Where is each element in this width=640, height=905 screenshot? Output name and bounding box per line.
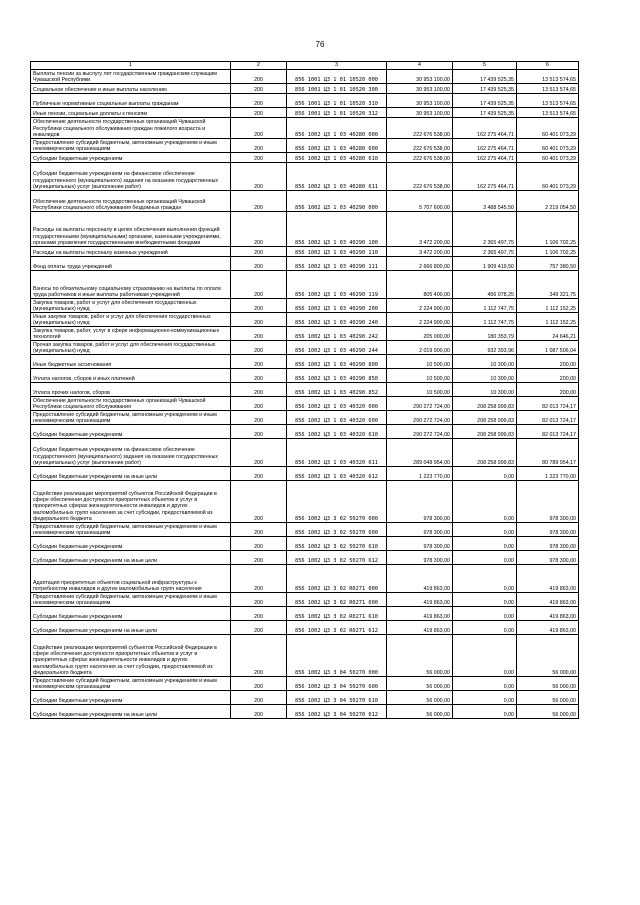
row-code-cell: 200 — [231, 397, 287, 411]
row-approved-cell: 222 676 538,00 — [387, 139, 453, 153]
row-code-cell: 200 — [231, 705, 287, 719]
row-name-cell: Расходы на выплаты персоналу в целях обеспечения выполнения функций государственными (муниципальными) органами, казенными учреждениями, органами управления государственными внебюджетными фондами — [31, 212, 231, 247]
column-number-row — [31, 62, 579, 70]
table-row — [31, 191, 579, 212]
row-executed-cell: 208 258 999,83 — [453, 397, 517, 411]
row-code-cell: 200 — [231, 635, 287, 677]
row-code-cell: 200 — [231, 537, 287, 551]
row-classification-cell: 856 1001 Ц3 1 01 10520 310 — [287, 94, 387, 108]
row-code-cell: 200 — [231, 327, 287, 341]
row-approved-cell: 2 224 900,00 — [387, 313, 453, 327]
row-executed-cell: 208 258 999,83 — [453, 439, 517, 467]
row-classification-cell: 856 1002 Ц3 3 04 50270 000 — [287, 635, 387, 677]
row-approved-cell: 10 500,00 — [387, 355, 453, 369]
row-executed-cell: 0,00 — [453, 565, 517, 593]
row-remaining-cell: 82 013 724,17 — [517, 425, 579, 439]
row-remaining-cell: 978 300,00 — [517, 551, 579, 565]
row-approved-cell: 978 300,00 — [387, 537, 453, 551]
column-number: 4 — [387, 62, 453, 70]
row-name-cell: Субсидии бюджетным учреждениям на иные цели — [31, 467, 231, 481]
row-executed-cell: 0,00 — [453, 607, 517, 621]
table-row — [31, 341, 579, 355]
row-approved-cell: 10 500,00 — [387, 369, 453, 383]
row-remaining-cell: 419 863,00 — [517, 621, 579, 635]
row-code-cell: 200 — [231, 691, 287, 705]
row-classification-cell: 856 1002 Ц3 3 02 R0271 612 — [287, 621, 387, 635]
row-code-cell: 200 — [231, 369, 287, 383]
row-remaining-cell: 13 513 574,65 — [517, 70, 579, 84]
row-code-cell: 200 — [231, 299, 287, 313]
row-classification-cell: 856 1002 Ц3 1 03 40280 600 — [287, 139, 387, 153]
row-classification-cell: 856 1002 Ц3 1 03 40290 244 — [287, 341, 387, 355]
row-classification-cell: 856 1002 Ц3 1 03 40320 000 — [287, 397, 387, 411]
table-row — [31, 212, 579, 247]
row-remaining-cell: 80 789 954,17 — [517, 439, 579, 467]
row-name-cell: Субсидии бюджетным учреждениям на иные цели — [31, 551, 231, 565]
row-code-cell: 200 — [231, 163, 287, 191]
row-remaining-cell: 56 000,00 — [517, 691, 579, 705]
row-remaining-cell: 978 300,00 — [517, 537, 579, 551]
row-executed-cell: 932 393,96 — [453, 341, 517, 355]
row-classification-cell: 856 1002 Ц3 1 03 40290 240 — [287, 313, 387, 327]
row-name-cell: Уплата налогов, сборов и иных платежей — [31, 369, 231, 383]
row-remaining-cell: 2 219 054,50 — [517, 191, 579, 212]
row-approved-cell: 222 676 538,00 — [387, 118, 453, 139]
row-classification-cell: 856 1002 Ц3 3 04 50270 612 — [287, 705, 387, 719]
row-name-cell: Субсидии бюджетным учреждениям — [31, 153, 231, 163]
row-remaining-cell: 60 401 073,29 — [517, 153, 579, 163]
row-classification-cell: 856 1001 Ц3 1 01 10520 312 — [287, 108, 387, 118]
row-executed-cell: 0,00 — [453, 621, 517, 635]
row-classification-cell: 856 1002 Ц3 3 04 50270 610 — [287, 691, 387, 705]
row-classification-cell: 856 1002 Ц3 1 03 40290 800 — [287, 355, 387, 369]
row-classification-cell: 856 1002 Ц3 1 03 40290 000 — [287, 191, 387, 212]
row-executed-cell: 0,00 — [453, 481, 517, 523]
row-remaining-cell: 200,00 — [517, 369, 579, 383]
table-row — [31, 84, 579, 94]
row-classification-cell: 856 1002 Ц3 1 03 40290 242 — [287, 327, 387, 341]
row-approved-cell: 56 000,00 — [387, 705, 453, 719]
row-classification-cell: 856 1002 Ц3 3 02 R0271 000 — [287, 565, 387, 593]
row-classification-cell: 856 1002 Ц3 3 02 50270 600 — [287, 523, 387, 537]
row-approved-cell: 10 500,00 — [387, 383, 453, 397]
row-executed-cell: 10 300,00 — [453, 369, 517, 383]
budget-table-body — [31, 62, 579, 719]
row-name-cell: Обеспечение деятельности государственных организаций Чувашской Республики социального обслуживания граждан пожилого возраста и инвалидов — [31, 118, 231, 139]
table-row — [31, 635, 579, 677]
row-code-cell: 200 — [231, 341, 287, 355]
table-row — [31, 313, 579, 327]
row-code-cell: 200 — [231, 593, 287, 607]
row-executed-cell: 162 275 464,71 — [453, 163, 517, 191]
row-code-cell: 200 — [231, 565, 287, 593]
row-approved-cell: 2 666 800,00 — [387, 257, 453, 271]
row-classification-cell: 856 1002 Ц3 1 03 40290 852 — [287, 383, 387, 397]
row-code-cell: 200 — [231, 467, 287, 481]
table-row — [31, 607, 579, 621]
row-code-cell: 200 — [231, 212, 287, 247]
row-code-cell: 200 — [231, 247, 287, 257]
row-executed-cell: 2 365 497,75 — [453, 247, 517, 257]
row-name-cell: Предоставление субсидий бюджетным, автономным учреждениям и иным некоммерческим организациям — [31, 593, 231, 607]
table-row — [31, 467, 579, 481]
row-code-cell: 200 — [231, 313, 287, 327]
row-remaining-cell: 56 000,00 — [517, 635, 579, 677]
row-classification-cell: 856 1002 Ц3 3 02 50270 000 — [287, 481, 387, 523]
row-code-cell: 200 — [231, 139, 287, 153]
row-name-cell: Содействие реализации мероприятий субъектов Российской Федерации в сфере обеспечения доступности приоритетных объектов и услуг в приоритетных сферах жизнедеятельности инвалидов и других маломобильных групп населения за счет субсидии, предоставляемой из федерального бюджета — [31, 635, 231, 677]
row-approved-cell: 290 272 724,00 — [387, 411, 453, 425]
row-code-cell: 200 — [231, 677, 287, 691]
row-executed-cell: 10 300,00 — [453, 355, 517, 369]
row-approved-cell: 289 048 954,00 — [387, 439, 453, 467]
row-remaining-cell: 978 300,00 — [517, 481, 579, 523]
table-row — [31, 551, 579, 565]
row-executed-cell: 0,00 — [453, 635, 517, 677]
row-name-cell: Субсидии бюджетным учреждениям на иные цели — [31, 705, 231, 719]
row-approved-cell: 2 019 900,00 — [387, 341, 453, 355]
row-remaining-cell: 24 646,21 — [517, 327, 579, 341]
row-approved-cell: 419 863,00 — [387, 621, 453, 635]
row-executed-cell: 3 488 545,50 — [453, 191, 517, 212]
row-approved-cell: 1 223 770,00 — [387, 467, 453, 481]
row-executed-cell: 456 078,25 — [453, 271, 517, 299]
row-name-cell: Прочая закупка товаров, работ и услуг для обеспечения государственных (муниципальных) нужд — [31, 341, 231, 355]
row-executed-cell: 0,00 — [453, 593, 517, 607]
row-approved-cell: 205 000,00 — [387, 327, 453, 341]
row-executed-cell: 2 365 497,75 — [453, 212, 517, 247]
row-name-cell: Содействие реализации мероприятий субъектов Российской Федерации в сфере обеспечения доступности приоритетных объектов и услуг в приоритетных сферах жизнедеятельности инвалидов и других маломобильных групп населения за счет субсидии, предоставляемой из федерального бюджета — [31, 481, 231, 523]
row-classification-cell: 856 1002 Ц3 1 03 40290 850 — [287, 369, 387, 383]
table-row — [31, 481, 579, 523]
row-remaining-cell: 200,00 — [517, 355, 579, 369]
row-remaining-cell: 419 863,00 — [517, 565, 579, 593]
column-number: 2 — [231, 62, 287, 70]
row-name-cell: Обеспечение деятельности государственных организаций Чувашской Республики социального обслуживания бездомных граждан — [31, 191, 231, 212]
row-executed-cell: 208 258 999,83 — [453, 425, 517, 439]
row-remaining-cell: 1 112 152,25 — [517, 299, 579, 313]
row-classification-cell: 856 1002 Ц3 1 03 40290 119 — [287, 271, 387, 299]
row-approved-cell: 419 863,00 — [387, 607, 453, 621]
row-name-cell: Обеспечение деятельности государственных организаций Чувашской Республики социального обслуживания — [31, 397, 231, 411]
row-classification-cell: 856 1002 Ц3 3 02 50270 612 — [287, 551, 387, 565]
row-approved-cell: 222 676 538,00 — [387, 163, 453, 191]
row-code-cell: 200 — [231, 481, 287, 523]
row-remaining-cell: 200,00 — [517, 383, 579, 397]
row-code-cell: 200 — [231, 383, 287, 397]
row-executed-cell: 162 275 464,71 — [453, 118, 517, 139]
table-row — [31, 153, 579, 163]
row-classification-cell: 856 1002 Ц3 3 04 50270 600 — [287, 677, 387, 691]
row-classification-cell: 856 1002 Ц3 1 03 40320 610 — [287, 425, 387, 439]
row-classification-cell: 856 1002 Ц3 3 02 R0271 610 — [287, 607, 387, 621]
row-remaining-cell: 349 321,75 — [517, 271, 579, 299]
row-approved-cell: 56 000,00 — [387, 677, 453, 691]
table-row — [31, 369, 579, 383]
row-code-cell: 200 — [231, 551, 287, 565]
row-name-cell: Фонд оплаты труда учреждений — [31, 257, 231, 271]
table-row — [31, 299, 579, 313]
row-code-cell: 200 — [231, 70, 287, 84]
budget-table — [30, 61, 579, 719]
row-classification-cell: 856 1001 Ц3 1 01 10520 300 — [287, 84, 387, 94]
row-classification-cell: 856 1001 Ц3 1 01 10520 000 — [287, 70, 387, 84]
table-row — [31, 327, 579, 341]
table-row — [31, 70, 579, 84]
table-row — [31, 677, 579, 691]
row-code-cell: 200 — [231, 425, 287, 439]
table-row — [31, 523, 579, 537]
row-executed-cell: 10 300,00 — [453, 383, 517, 397]
table-row — [31, 271, 579, 299]
table-row — [31, 621, 579, 635]
row-approved-cell: 30 953 100,00 — [387, 108, 453, 118]
row-approved-cell: 30 953 100,00 — [387, 84, 453, 94]
row-approved-cell: 978 300,00 — [387, 551, 453, 565]
row-approved-cell: 2 224 900,00 — [387, 299, 453, 313]
row-name-cell: Субсидии бюджетным учреждениям — [31, 425, 231, 439]
table-row — [31, 705, 579, 719]
row-remaining-cell: 13 513 574,65 — [517, 108, 579, 118]
row-code-cell: 200 — [231, 153, 287, 163]
row-name-cell: Уплата прочих налогов, сборов — [31, 383, 231, 397]
row-code-cell: 200 — [231, 523, 287, 537]
row-remaining-cell: 82 013 724,17 — [517, 397, 579, 411]
row-code-cell: 200 — [231, 108, 287, 118]
row-approved-cell: 56 000,00 — [387, 691, 453, 705]
table-row — [31, 355, 579, 369]
row-executed-cell: 1 112 747,75 — [453, 313, 517, 327]
row-name-cell: Расходы на выплаты персоналу казенных учреждений — [31, 247, 231, 257]
row-classification-cell: 856 1002 Ц3 1 03 40320 600 — [287, 411, 387, 425]
table-row — [31, 439, 579, 467]
table-row — [31, 257, 579, 271]
column-number: 6 — [517, 62, 579, 70]
row-executed-cell: 180 353,79 — [453, 327, 517, 341]
table-row — [31, 139, 579, 153]
column-number: 3 — [287, 62, 387, 70]
row-name-cell: Публичные нормативные социальные выплаты гражданам — [31, 94, 231, 108]
row-name-cell: Иные закупки товаров, работ и услуг для обеспечения государственных (муниципальных) нужд — [31, 313, 231, 327]
row-approved-cell: 290 272 724,00 — [387, 397, 453, 411]
row-executed-cell: 0,00 — [453, 705, 517, 719]
page-number: 76 — [315, 40, 325, 49]
table-row — [31, 397, 579, 411]
row-name-cell: Субсидии бюджетным учреждениям на финансовое обеспечение государственного (муниципального) задания на оказание государственных (муниципальных) услуг (выполнение работ) — [31, 163, 231, 191]
row-approved-cell: 805 400,00 — [387, 271, 453, 299]
row-name-cell: Предоставление субсидий бюджетным, автономным учреждениям и иным некоммерческим организациям — [31, 139, 231, 153]
row-remaining-cell: 60 401 073,29 — [517, 139, 579, 153]
table-row — [31, 383, 579, 397]
table-row — [31, 163, 579, 191]
row-classification-cell: 856 1002 Ц3 1 03 40290 100 — [287, 212, 387, 247]
table-row — [31, 425, 579, 439]
row-executed-cell: 0,00 — [453, 691, 517, 705]
table-row — [31, 691, 579, 705]
row-remaining-cell: 757 380,50 — [517, 257, 579, 271]
table-row — [31, 411, 579, 425]
row-code-cell: 200 — [231, 411, 287, 425]
row-approved-cell: 30 953 100,00 — [387, 94, 453, 108]
row-code-cell: 200 — [231, 191, 287, 212]
table-row — [31, 593, 579, 607]
row-classification-cell: 856 1002 Ц3 3 02 50270 610 — [287, 537, 387, 551]
row-code-cell: 200 — [231, 118, 287, 139]
row-code-cell: 200 — [231, 84, 287, 94]
row-classification-cell: 856 1002 Ц3 1 03 40320 612 — [287, 467, 387, 481]
row-code-cell: 200 — [231, 257, 287, 271]
row-executed-cell: 208 258 999,83 — [453, 411, 517, 425]
row-executed-cell: 0,00 — [453, 551, 517, 565]
row-name-cell: Адаптация приоритетных объектов социальной инфраструктуры к потребностям инвалидов и других маломобильных групп населения — [31, 565, 231, 593]
row-remaining-cell: 13 513 574,65 — [517, 94, 579, 108]
row-name-cell: Выплаты пенсии за выслугу лет государственным гражданским служащим Чувашской Республики — [31, 70, 231, 84]
table-row — [31, 118, 579, 139]
row-remaining-cell: 13 513 574,65 — [517, 84, 579, 94]
table-row — [31, 247, 579, 257]
row-approved-cell: 222 676 538,00 — [387, 153, 453, 163]
row-code-cell: 200 — [231, 607, 287, 621]
row-name-cell: Взносы по обязательному социальному страхованию на выплаты по оплате труда работников и иные выплаты работникам учреждений — [31, 271, 231, 299]
column-number: 5 — [453, 62, 517, 70]
row-classification-cell: 856 1002 Ц3 1 03 40280 610 — [287, 153, 387, 163]
table-row — [31, 565, 579, 593]
row-remaining-cell: 978 300,00 — [517, 523, 579, 537]
row-name-cell: Иные пенсии, социальные доплаты к пенсиям — [31, 108, 231, 118]
row-approved-cell: 419 863,00 — [387, 593, 453, 607]
row-code-cell: 200 — [231, 271, 287, 299]
row-remaining-cell: 82 013 724,17 — [517, 411, 579, 425]
row-remaining-cell: 1 106 702,25 — [517, 247, 579, 257]
table-row — [31, 108, 579, 118]
row-approved-cell: 3 472 200,00 — [387, 247, 453, 257]
row-code-cell: 200 — [231, 355, 287, 369]
row-name-cell: Субсидии бюджетным учреждениям — [31, 691, 231, 705]
row-executed-cell: 162 275 464,71 — [453, 153, 517, 163]
row-approved-cell: 978 300,00 — [387, 481, 453, 523]
table-row — [31, 537, 579, 551]
row-code-cell: 200 — [231, 621, 287, 635]
row-code-cell: 200 — [231, 439, 287, 467]
row-remaining-cell: 419 863,00 — [517, 593, 579, 607]
row-remaining-cell: 419 863,00 — [517, 607, 579, 621]
row-executed-cell: 162 275 464,71 — [453, 139, 517, 153]
row-name-cell: Предоставление субсидий бюджетным, автономным учреждениям и иным некоммерческим организациям — [31, 411, 231, 425]
row-remaining-cell: 60 401 073,29 — [517, 118, 579, 139]
row-approved-cell: 56 000,00 — [387, 635, 453, 677]
row-executed-cell: 17 439 525,35 — [453, 84, 517, 94]
row-classification-cell: 856 1002 Ц3 1 03 40280 000 — [287, 118, 387, 139]
row-name-cell: Закупка товаров, работ и услуг для обеспечения государственных (муниципальных) нужд — [31, 299, 231, 313]
row-executed-cell: 0,00 — [453, 467, 517, 481]
row-remaining-cell: 60 401 073,29 — [517, 163, 579, 191]
row-approved-cell: 978 300,00 — [387, 523, 453, 537]
row-code-cell: 200 — [231, 94, 287, 108]
row-approved-cell: 3 472 200,00 — [387, 212, 453, 247]
row-name-cell: Субсидии бюджетным учреждениям — [31, 537, 231, 551]
row-remaining-cell: 56 000,00 — [517, 705, 579, 719]
table-row — [31, 94, 579, 108]
column-number: 1 — [31, 62, 231, 70]
row-classification-cell: 856 1002 Ц3 1 03 40290 110 — [287, 247, 387, 257]
row-classification-cell: 856 1002 Ц3 3 02 R0271 600 — [287, 593, 387, 607]
row-name-cell: Предоставление субсидий бюджетным, автономным учреждениям и иным некоммерческим организациям — [31, 523, 231, 537]
row-executed-cell: 17 439 525,35 — [453, 70, 517, 84]
row-name-cell: Субсидии бюджетным учреждениям на финансовое обеспечение государственного (муниципального) задания на оказание государственных (муниципальных) услуг (выполнение работ) — [31, 439, 231, 467]
row-remaining-cell: 1 087 506,04 — [517, 341, 579, 355]
row-classification-cell: 856 1002 Ц3 1 03 40290 111 — [287, 257, 387, 271]
row-name-cell: Закупка товаров, работ, услуг в сфере информационно-коммуникационных технологий — [31, 327, 231, 341]
row-remaining-cell: 1 112 152,25 — [517, 313, 579, 327]
row-name-cell: Иные бюджетные ассигнования — [31, 355, 231, 369]
row-executed-cell: 17 439 525,35 — [453, 94, 517, 108]
row-name-cell: Субсидии бюджетным учреждениям на иные цели — [31, 621, 231, 635]
row-name-cell: Предоставление субсидий бюджетным, автономным учреждениям и иным некоммерческим организациям — [31, 677, 231, 691]
row-remaining-cell: 1 223 770,00 — [517, 467, 579, 481]
row-approved-cell: 5 707 600,00 — [387, 191, 453, 212]
row-executed-cell: 1 909 419,50 — [453, 257, 517, 271]
row-approved-cell: 30 953 100,00 — [387, 70, 453, 84]
row-executed-cell: 0,00 — [453, 677, 517, 691]
row-executed-cell: 0,00 — [453, 523, 517, 537]
row-executed-cell: 1 112 747,75 — [453, 299, 517, 313]
row-classification-cell: 856 1002 Ц3 1 03 40320 611 — [287, 439, 387, 467]
row-name-cell: Субсидии бюджетным учреждениям — [31, 607, 231, 621]
row-executed-cell: 0,00 — [453, 537, 517, 551]
row-executed-cell: 17 439 525,35 — [453, 108, 517, 118]
row-name-cell: Социальное обеспечение и иные выплаты населению — [31, 84, 231, 94]
row-remaining-cell: 1 106 702,25 — [517, 212, 579, 247]
row-classification-cell: 856 1002 Ц3 1 03 40290 200 — [287, 299, 387, 313]
row-classification-cell: 856 1002 Ц3 1 03 40280 611 — [287, 163, 387, 191]
row-remaining-cell: 56 000,00 — [517, 677, 579, 691]
row-approved-cell: 290 272 724,00 — [387, 425, 453, 439]
row-approved-cell: 419 863,00 — [387, 565, 453, 593]
